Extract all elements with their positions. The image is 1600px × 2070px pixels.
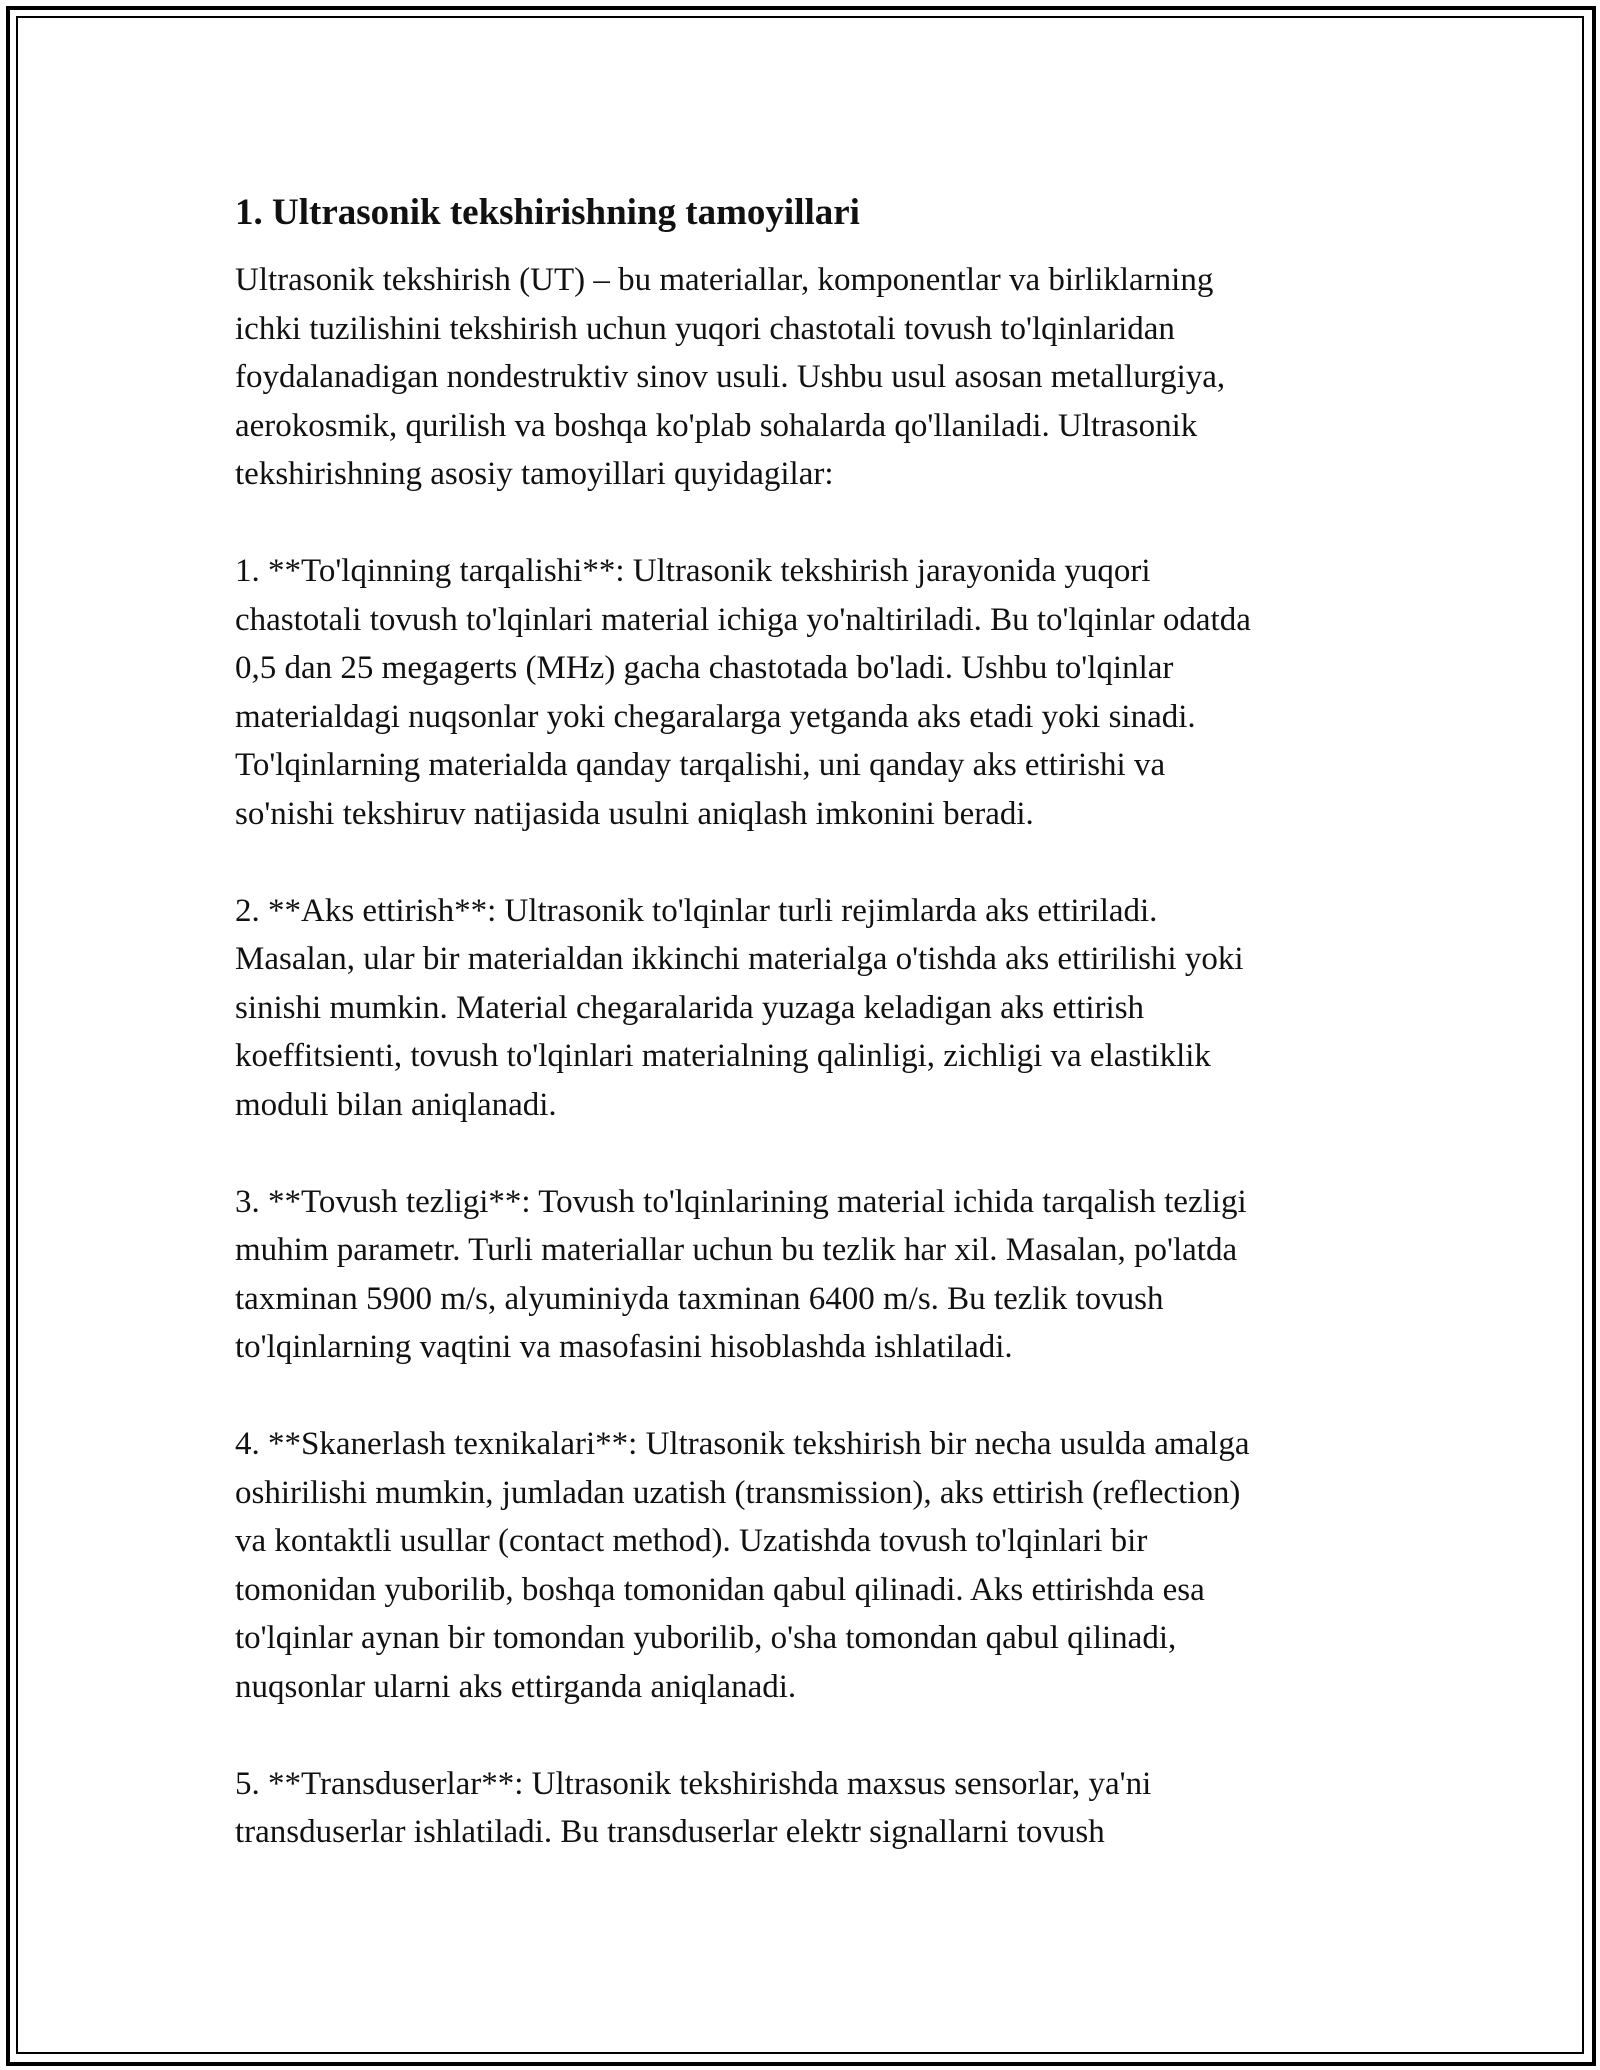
text-line: 2. **Aks ettirish**: Ultrasonik to'lqinlar turli rejimlarda aks ettiriladi. bbox=[235, 892, 1158, 929]
intro-paragraph bbox=[235, 256, 1375, 499]
text-line: to'lqinlarning vaqtini va masofasini hisoblashda ishlatiladi. bbox=[235, 1329, 1013, 1365]
item-sound-velocity bbox=[235, 1178, 1375, 1372]
item-scanning-techniques bbox=[235, 1420, 1375, 1711]
section-heading: 1. Ultrasonik tekshirishning tamoyillari bbox=[235, 192, 860, 233]
text-line: tomonidan yuborilib, boshqa tomonidan qabul qilinadi. Aks ettirishda esa bbox=[235, 1571, 1205, 1608]
text-line: to'lqinlar aynan bir tomondan yuborilib, o'sha tomondan qabul qilinadi, bbox=[235, 1620, 1177, 1656]
text-line: koeffitsienti, tovush to'lqinlari materialning qalinligi, zichligi va elastiklik bbox=[235, 1038, 1211, 1074]
text-line: 1. **To'lqinning tarqalishi**: Ultrasonik tekshirish jarayonida yuqori bbox=[235, 553, 1151, 589]
text-line: sinishi mumkin. Material chegaralarida yuzaga keladigan aks ettirish bbox=[235, 989, 1145, 1026]
text-line: foydalanadigan nondestruktiv sinov usuli. Ushbu usul asosan metallurgiya, bbox=[235, 359, 1226, 395]
text-line: taxminan 5900 m/s, alyuminiyda taxminan 6400 m/s. Bu tezlik tovush bbox=[235, 1280, 1164, 1317]
item-transducers bbox=[235, 1760, 1375, 1857]
text-line: Masalan, ular bir materialdan ikkinchi materialga o'tishda aks ettirilishi yoki bbox=[235, 941, 1244, 977]
text-line: tekshirishning asosiy tamoyillari quyidagilar: bbox=[235, 456, 834, 492]
text-line: Ultrasonik tekshirish (UT) – bu materiallar, komponentlar va birliklarning bbox=[235, 262, 1214, 298]
text-line: 5. **Transduserlar**: Ultrasonik tekshirishda maxsus sensorlar, ya'ni bbox=[235, 1765, 1152, 1802]
text-line: chastotali tovush to'lqinlari material ichiga yo'naltiriladi. Bu to'lqinlar odatda bbox=[235, 601, 1251, 638]
text-line: so'nishi tekshiruv natijasida usulni aniqlash imkonini beradi. bbox=[235, 795, 1034, 832]
text-line: 4. **Skanerlash texnikalari**: Ultrasonik tekshirish bir necha usulda amalga bbox=[235, 1426, 1250, 1462]
text-line: aerokosmik, qurilish va boshqa ko'plab sohalarda qo'llaniladi. Ultrasonik bbox=[235, 407, 1198, 444]
text-line: materialdagi nuqsonlar yoki chegaralarga yetganda aks etadi yoki sinadi. bbox=[235, 698, 1196, 735]
text-line: 0,5 dan 25 megagerts (MHz) gacha chastotada bo'ladi. Ushbu to'lqinlar bbox=[235, 650, 1174, 686]
document-body bbox=[235, 186, 1375, 1905]
text-line: nuqsonlar ularni aks ettirganda aniqlanadi. bbox=[235, 1668, 797, 1705]
text-line: oshirilishi mumkin, jumladan uzatish (transmission), aks ettirish (reflection) bbox=[235, 1474, 1241, 1511]
item-wave-propagation bbox=[235, 547, 1375, 838]
text-line: transduserlar ishlatiladi. Bu transduserlar elektr signallarni tovush bbox=[235, 1814, 1105, 1850]
text-line: 3. **Tovush tezligi**: Tovush to'lqinlarining material ichida tarqalish tezligi bbox=[235, 1183, 1247, 1220]
text-line: muhim parametr. Turli materiallar uchun bu tezlik har xil. Masalan, po'latda bbox=[235, 1232, 1238, 1268]
text-line: va kontaktli usullar (contact method). Uzatishda tovush to'lqinlari bir bbox=[235, 1523, 1148, 1559]
item-reflection bbox=[235, 887, 1375, 1130]
text-line: ichki tuzilishini tekshirish uchun yuqori chastotali tovush to'lqinlaridan bbox=[235, 310, 1175, 347]
text-line: moduli bilan aniqlanadi. bbox=[235, 1086, 557, 1123]
text-line: To'lqinlarning materialda qanday tarqalishi, uni qanday aks ettirishi va bbox=[235, 747, 1166, 783]
